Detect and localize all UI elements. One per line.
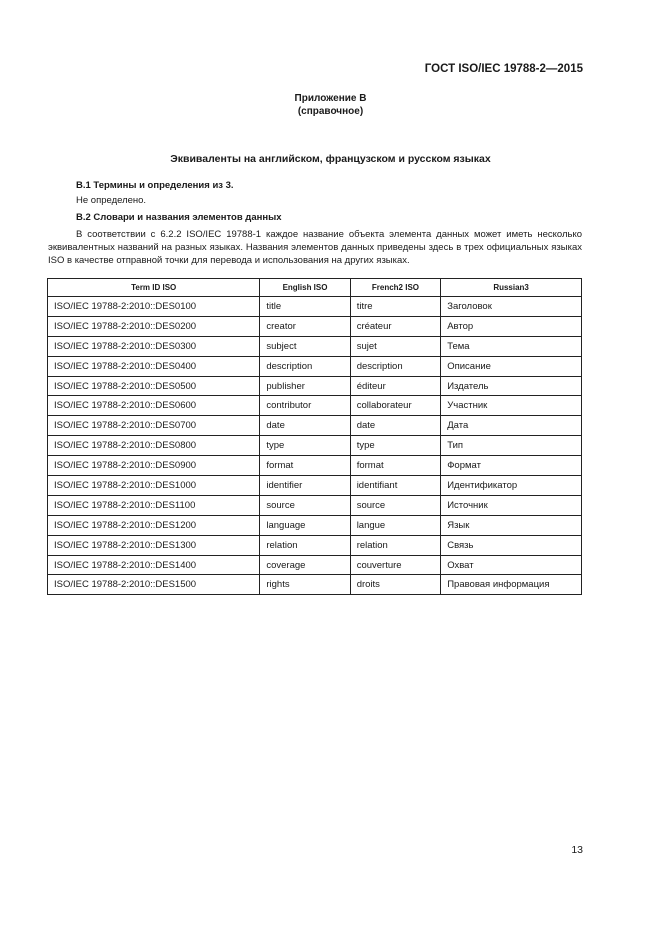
cell-term-id: ISO/IEC 19788-2:2010::DES0300 <box>48 336 260 356</box>
table-body <box>48 297 582 595</box>
cell-russian: Описание <box>441 356 582 376</box>
table-row <box>48 436 582 456</box>
cell-french: format <box>350 456 441 476</box>
cell-russian: Правовая информация <box>441 575 582 595</box>
table-row <box>48 416 582 436</box>
cell-term-id: ISO/IEC 19788-2:2010::DES0900 <box>48 456 260 476</box>
cell-english: date <box>260 416 350 436</box>
cell-russian: Тип <box>441 436 582 456</box>
cell-term-id: ISO/IEC 19788-2:2010::DES0400 <box>48 356 260 376</box>
cell-french: sujet <box>350 336 441 356</box>
cell-french: date <box>350 416 441 436</box>
cell-english: identifier <box>260 476 350 496</box>
cell-english: language <box>260 515 350 535</box>
table-row <box>48 297 582 317</box>
cell-french: source <box>350 495 441 515</box>
table-row <box>48 316 582 336</box>
cell-english: source <box>260 495 350 515</box>
cell-english: title <box>260 297 350 317</box>
cell-russian: Издатель <box>441 376 582 396</box>
cell-russian: Источник <box>441 495 582 515</box>
cell-english: creator <box>260 316 350 336</box>
cell-term-id: ISO/IEC 19788-2:2010::DES1200 <box>48 515 260 535</box>
page-number: 13 <box>571 844 583 856</box>
table-row <box>48 476 582 496</box>
table-row <box>48 555 582 575</box>
column-header-english: English ISO <box>260 279 350 297</box>
cell-english: relation <box>260 535 350 555</box>
cell-french: titre <box>350 297 441 317</box>
cell-french: type <box>350 436 441 456</box>
cell-english: subject <box>260 336 350 356</box>
table-row <box>48 396 582 416</box>
column-header-term-id: Term ID ISO <box>48 279 260 297</box>
cell-term-id: ISO/IEC 19788-2:2010::DES1400 <box>48 555 260 575</box>
cell-russian: Идентификатор <box>441 476 582 496</box>
equivalents-table <box>47 278 582 595</box>
table-header-row <box>48 279 582 297</box>
cell-russian: Заголовок <box>441 297 582 317</box>
cell-french: éditeur <box>350 376 441 396</box>
cell-russian: Связь <box>441 535 582 555</box>
cell-russian: Охват <box>441 555 582 575</box>
cell-french: relation <box>350 535 441 555</box>
section-b1-heading: В.1 Термины и определения из 3. <box>76 180 234 191</box>
cell-term-id: ISO/IEC 19788-2:2010::DES0600 <box>48 396 260 416</box>
cell-term-id: ISO/IEC 19788-2:2010::DES0800 <box>48 436 260 456</box>
cell-english: description <box>260 356 350 376</box>
cell-term-id: ISO/IEC 19788-2:2010::DES1300 <box>48 535 260 555</box>
section-b1-text: Не определено. <box>76 195 147 206</box>
cell-term-id: ISO/IEC 19788-2:2010::DES1500 <box>48 575 260 595</box>
table-row <box>48 376 582 396</box>
cell-french: couverture <box>350 555 441 575</box>
document-id: ГОСТ ISO/IEC 19788-2—2015 <box>424 63 583 75</box>
cell-english: format <box>260 456 350 476</box>
column-header-russian: Russian3 <box>441 279 582 297</box>
section-b2-heading: В.2 Словари и названия элементов данных <box>76 212 282 223</box>
cell-russian: Участник <box>441 396 582 416</box>
cell-term-id: ISO/IEC 19788-2:2010::DES0100 <box>48 297 260 317</box>
cell-term-id: ISO/IEC 19788-2:2010::DES0200 <box>48 316 260 336</box>
table-row <box>48 515 582 535</box>
cell-english: type <box>260 436 350 456</box>
cell-russian: Язык <box>441 515 582 535</box>
cell-english: rights <box>260 575 350 595</box>
table-row <box>48 456 582 476</box>
cell-french: droits <box>350 575 441 595</box>
cell-french: identifiant <box>350 476 441 496</box>
table-row <box>48 336 582 356</box>
cell-french: collaborateur <box>350 396 441 416</box>
page-title: Эквиваленты на английском, французском и русском языках <box>170 153 491 165</box>
cell-russian: Дата <box>441 416 582 436</box>
table-row <box>48 535 582 555</box>
cell-russian: Формат <box>441 456 582 476</box>
cell-english: coverage <box>260 555 350 575</box>
cell-term-id: ISO/IEC 19788-2:2010::DES1100 <box>48 495 260 515</box>
table-row <box>48 356 582 376</box>
column-header-french: French2 ISO <box>350 279 441 297</box>
cell-term-id: ISO/IEC 19788-2:2010::DES0500 <box>48 376 260 396</box>
section-b2-paragraph: В соответствии с 6.2.2 ISO/IEC 19788-1 каждое название объекта элемента данных может иметь несколько эквивалентных названий на разных языках. Названия элементов данных приведены здесь в трех официальных языках ISO в качестве отправной точки для перевода и использования на других языках. <box>48 229 582 266</box>
table-row <box>48 495 582 515</box>
cell-french: description <box>350 356 441 376</box>
cell-term-id: ISO/IEC 19788-2:2010::DES1000 <box>48 476 260 496</box>
cell-english: contributor <box>260 396 350 416</box>
appendix-subtitle: (справочное) <box>297 106 364 117</box>
cell-russian: Тема <box>441 336 582 356</box>
cell-french: créateur <box>350 316 441 336</box>
appendix-title: Приложение В <box>294 93 367 104</box>
cell-russian: Автор <box>441 316 582 336</box>
table-row <box>48 575 582 595</box>
cell-french: langue <box>350 515 441 535</box>
cell-english: publisher <box>260 376 350 396</box>
cell-term-id: ISO/IEC 19788-2:2010::DES0700 <box>48 416 260 436</box>
